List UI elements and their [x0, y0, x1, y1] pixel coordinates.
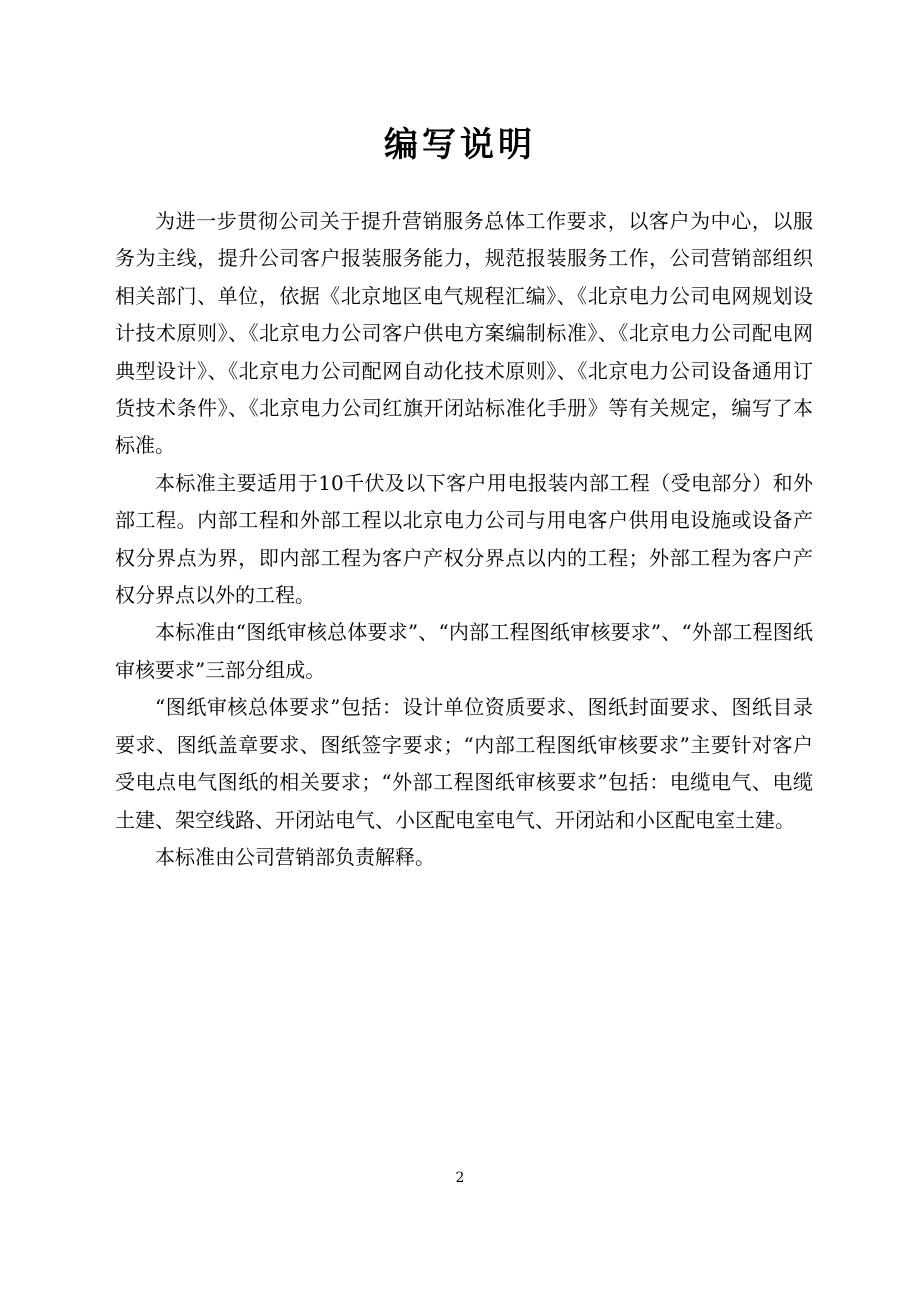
paragraph-interpretation: 本标准由公司营销部负责解释。 — [155, 844, 435, 869]
document-title: 编写说明 — [384, 125, 536, 165]
paragraph-scope: 本标准主要适用于10千伏及以下客户用电报装内部工程（受电部分）和外部工程。内部工程和外部工程以北京电力公司与用电客户供用电设施或设备产权分界点为界，即内部工程为客户产权分界点以内的工程；外部工程为客户产权分界点以外的工程。 — [115, 470, 813, 608]
paragraph-structure: 本标准由“图纸审核总体要求”、“内部工程图纸审核要求”、“外部工程图纸审核要求”三部分组成。 — [115, 620, 813, 682]
document-body — [115, 203, 813, 876]
paragraph-contents: “图纸审核总体要求”包括：设计单位资质要求、图纸封面要求、图纸目录要求、图纸盖章要求、图纸签字要求；“内部工程图纸审核要求”主要针对客户受电点电气图纸的相关要求；“外部工程图纸审核要求”包括：电缆电气、电缆土建、架空线路、开闭站电气、小区配电室电气、开闭站和小区配电室土建。 — [115, 695, 813, 832]
page-number: 2 — [455, 1170, 465, 1186]
paragraph-purpose: 为进一步贯彻公司关于提升营销服务总体工作要求，以客户为中心，以服务为主线，提升公司客户报装服务能力，规范报装服务工作，公司营销部组织相关部门、单位，依据《北京地区电气规程汇编》、《北京电力公司电网规划设计技术原则》、《北京电力公司客户供电方案编制标准》、《北京电力公司配电网典型设计》、《北京电力公司配网自动化技术原则》、《北京电力公司设备通用订货技术条件》、《北京电力公司红旗开闭站标准化手册》等有关规定，编写了本标准。 — [115, 209, 813, 458]
